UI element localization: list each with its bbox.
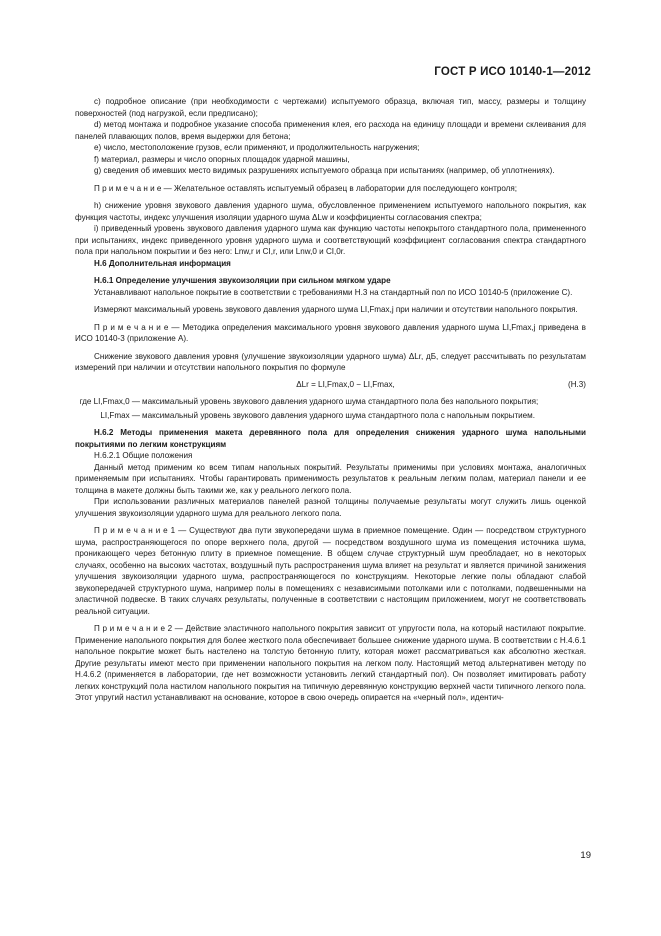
paragraph-reduction: Снижение звукового давления уровня (улучшение звукоизоляции ударного шума) ΔLr, дБ, следует рассчитывать по результатам измерений при наличии и отсутствии напольного покрытия по формуле: [75, 351, 586, 372]
note-keep-sample: П р и м е ч а н и е — Желательное оставлять испытуемый образец в лаборатории для последующего контроля;: [94, 183, 518, 193]
equation-number: (Н.3): [568, 379, 586, 389]
definition-text: максимальный уровень звукового давления ударного шума стандартного пола без напольного покрытия;: [142, 397, 539, 406]
equation-formula: ΔLr = LI,Fmax,0 − LI,Fmax,: [296, 379, 395, 389]
note-method: П р и м е ч а н и е — Методика определения максимального уровня звукового давления ударного шума LI,Fmax,j приведена в ИСО 10140-3 (приложение А).: [75, 322, 586, 343]
section-heading-h61: Н.6.1 Определение улучшения звукоизоляции при сильном мягком ударе: [94, 276, 391, 285]
equation-h3: [75, 379, 586, 391]
page-body: [75, 96, 586, 704]
list-item-h: h) снижение уровня звукового давления ударного шума, обусловленное применением испытуемого напольного покрытия, как функция частоты, индекс улучшения изоляции ударного шума ΔLw и коэффициенты согласования спектра;: [75, 201, 586, 222]
paragraph-method-applicability: Данный метод применим ко всем типам напольных покрытий. Результаты применимы при условиях монтажа, аналогичных применяемым при испытаниях. Чтобы гарантировать применимость результатов к реальным легким полам, материал панели и ее толщина в макете должны быть такими же, как у реального легкого пола.: [75, 462, 586, 495]
paragraph-install: Устанавливают напольное покрытие в соответствии с требованиями Н.3 на стандартный пол по ИСО 10140-5 (приложение С).: [94, 287, 573, 297]
list-item-e: e) число, местоположение грузов, если применяют, и продолжительность нагружения;: [94, 143, 420, 152]
paragraph-materials: При использовании различных материалов панелей разной толщины получаемые результаты могут служить лишь оценкой улучшения звукоизоляции ударного шума для реального легкого пола.: [75, 497, 586, 518]
definition-item: [75, 410, 586, 422]
list-item-c: c) подробное описание (при необходимости с чертежами) испытуемого образца, включая тип, массу, размеры и толщину поверхностей (под нагрузкой, если предписано);: [75, 97, 586, 118]
document-code-header: ГОСТ Р ИСО 10140-1—2012: [434, 66, 591, 78]
note-2: П р и м е ч а н и е 2 — Действие эластичного напольного покрытия зависит от упругости пола, на который настилают покрытие. Применение напольного покрытия для более жесткого пола обеспечивает большее снижение ударного шума. В соответствии с Н.4.6.1 напольное покрытие может быть настелено на толстую бетонную плиту, которая может рассматриваться как абсолютно жесткая. Другие результаты имеют место при применении напольного покрытия на легком полу. Настоящий метод альтернативен методу по Н.4.6.2 (применяется в лаборатории, где нет возможности установить легкий стандартный пол). Он позволяет имитировать работу легких конструкций пола настилом напольного покрытия на типичную деревянную конструкцию верхней части типичного легкого пола. Этот упругий настил устанавливают на основание, которое в свою очередь опирается на «черный пол», идентич-: [75, 624, 586, 702]
definitions-list: [75, 396, 586, 421]
list-item-f: f) материал, размеры и число опорных площадок ударной машины,: [94, 154, 350, 164]
note-1: П р и м е ч а н и е 1 — Существуют два пути звукопередачи шума в приемное помещение. Один — посредством структурного шума, распространяющегося по опоре верхнего пола, другой — посредством воздушного шума из помещения источника шума, проникающего через бетонную плиту в приемное помещение. В общем случае структурный шум преобладает, но в некоторых случаях, особенно на высоких частотах, воздушный путь распространения шума влияет на результат и является причиной занижения улучшения звукоизоляции ударного шума, распространяющегося по конструкциям. Некоторые легкие полы обладают слабой звукопередачей структурного шума, например полы в помещениях с независимыми потолками или с потолками, подвешенными на эластичной подвеске. В таких случаях результаты, полученные в соответствии с настоящим приложением, могут не соответствовать реальной ситуации.: [75, 526, 586, 616]
definition-term: LI,Fmax —: [100, 410, 140, 420]
page-number: 19: [580, 850, 591, 861]
definition-item: [75, 396, 586, 408]
section-heading-h6: Н.6 Дополнительная информация: [94, 258, 231, 268]
list-item-d: d) метод монтажа и подробное указание способа применения клея, его расхода на единицу площади и времени склеивания для панелей плавающих полов, время выдержки для бетона;: [75, 120, 586, 141]
definition-term: где LI,Fmax,0 —: [79, 397, 140, 406]
list-item-g: g) сведения об имевших место видимых разрушениях испытуемого образца при испытаниях (например, об уплотнениях).: [94, 166, 555, 175]
definition-text: максимальный уровень звукового давления ударного шума стандартного пола с напольным покрытием.: [142, 410, 535, 420]
subsection-heading-h621: Н.6.2.1 Общие положения: [94, 451, 193, 460]
list-item-i: i) приведенный уровень звукового давления ударного шума как функцию частоты непокрытого стандартного пола, примененного при испытаниях, индекс приведенного уровня ударного шума и соответствующий коэффициент согласования спектра стандартного пола при напольном покрытии и без него: Lnw,r и CI,r, или Lnw,0 и CI,0r.: [75, 224, 586, 256]
section-heading-h62: Н.6.2 Методы применения макета деревянного пола для определения снижения ударного шума напольными покрытиями по легким конструкциям: [75, 428, 586, 449]
paragraph-measure: Измеряют максимальный уровень звукового давления ударного шума LI,Fmax,j при наличии и отсутствии напольного покрытия.: [94, 305, 578, 314]
